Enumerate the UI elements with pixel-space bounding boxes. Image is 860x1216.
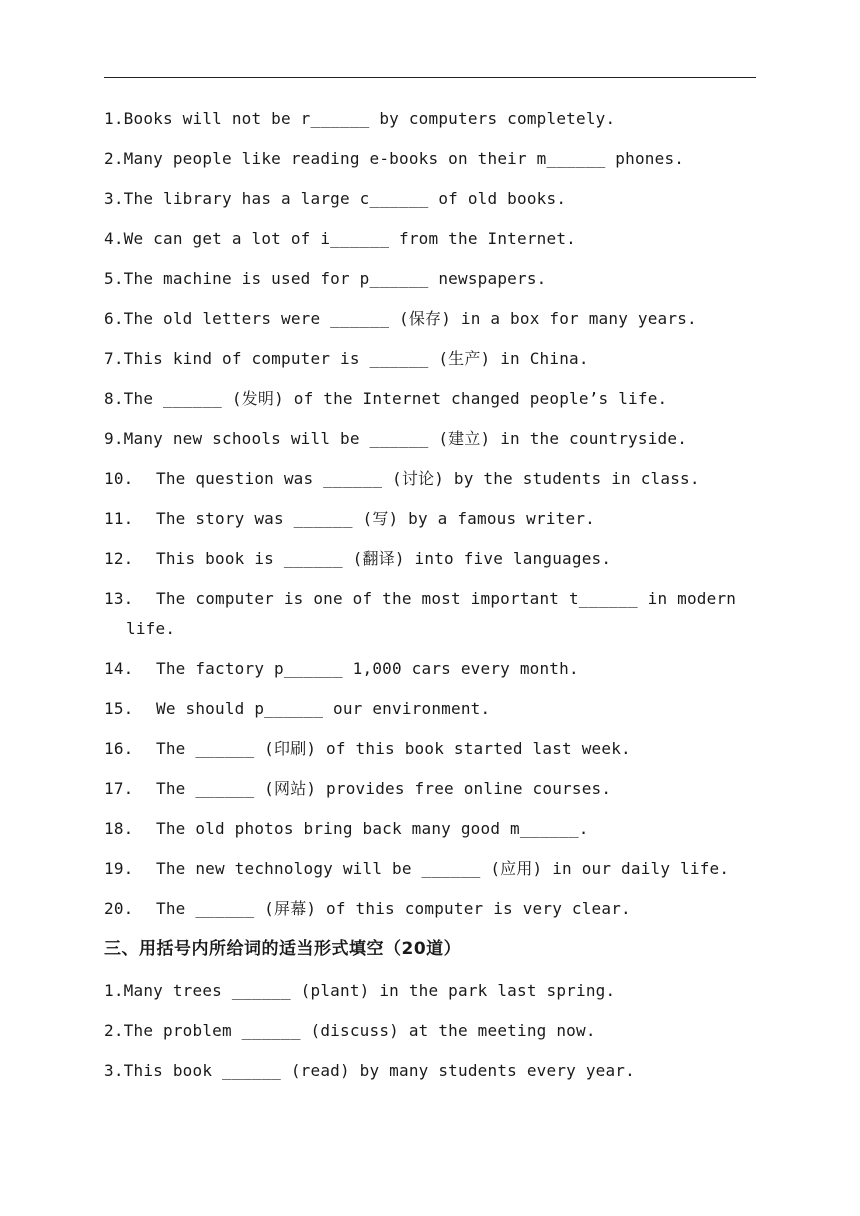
question-text: We should p______ our environment. — [156, 699, 491, 718]
question-number: 18. — [104, 819, 134, 838]
question-text: Many new schools will be ______ (建立) in the countryside. — [123, 429, 688, 448]
question-number: 9. — [104, 429, 124, 448]
question-number: 1. — [104, 109, 124, 128]
question-number: 2. — [104, 149, 124, 168]
question-text: The question was ______ (讨论) by the students in class. — [156, 469, 700, 488]
question-item — [104, 144, 760, 174]
question-item — [104, 464, 760, 494]
question-number: 13. — [104, 589, 134, 608]
question-text: The machine is used for p______ newspapers. — [123, 269, 547, 288]
question-text: The ______ (网站) provides free online courses. — [156, 779, 612, 798]
question-item — [104, 894, 760, 924]
document-content — [104, 104, 760, 1096]
question-item — [104, 734, 760, 764]
question-text: This book is ______ (翻译) into five languages. — [156, 549, 612, 568]
question-number: 8. — [104, 389, 124, 408]
question-item — [104, 104, 760, 134]
question-text: The story was ______ (写) by a famous writer. — [156, 509, 596, 528]
question-item — [104, 184, 760, 214]
question-item — [104, 424, 760, 454]
header-rule — [104, 77, 756, 78]
question-text: Many trees ______ (plant) in the park last spring. — [123, 981, 616, 1000]
question-number: 3. — [104, 189, 124, 208]
question-text: Many people like reading e-books on their m______ phones. — [123, 149, 685, 168]
question-number: 17. — [104, 779, 134, 798]
question-number: 7. — [104, 349, 124, 368]
question-number: 20. — [104, 899, 134, 918]
question-text: The new technology will be ______ (应用) in our daily life. — [156, 859, 730, 878]
question-text: This kind of computer is ______ (生产) in China. — [123, 349, 589, 368]
question-item — [104, 544, 760, 574]
question-number: 15. — [104, 699, 134, 718]
question-text: The old letters were ______ (保存) in a box for many years. — [123, 309, 697, 328]
question-number: 4. — [104, 229, 124, 248]
question-number: 12. — [104, 549, 134, 568]
question-item — [104, 384, 760, 414]
question-item — [104, 224, 760, 254]
question-text: We can get a lot of i______ from the Internet. — [123, 229, 576, 248]
question-item — [104, 304, 760, 334]
question-number: 3. — [104, 1061, 124, 1080]
question-item — [104, 854, 760, 884]
question-text: The computer is one of the most important t______ in modern — [156, 589, 737, 608]
question-number: 1. — [104, 981, 124, 1000]
question-number: 5. — [104, 269, 124, 288]
question-item — [104, 976, 760, 1006]
question-text: The problem ______ (discuss) at the meeting now. — [123, 1021, 596, 1040]
question-text-continuation: life. — [126, 619, 176, 638]
question-item — [104, 814, 760, 844]
question-item — [104, 654, 760, 684]
question-number: 11. — [104, 509, 134, 528]
question-text: The old photos bring back many good m______. — [156, 819, 589, 838]
question-text: The ______ (发明) of the Internet changed people’s life. — [123, 389, 668, 408]
question-text: The ______ (印刷) of this book started last week. — [156, 739, 631, 758]
question-item — [104, 694, 760, 724]
question-number: 16. — [104, 739, 134, 758]
question-item — [104, 344, 760, 374]
question-text: The library has a large c______ of old books. — [123, 189, 567, 208]
question-number: 10. — [104, 469, 134, 488]
section-heading: 三、用括号内所给词的适当形式填空（20道） — [104, 939, 462, 959]
question-text: The ______ (屏幕) of this computer is very clear. — [156, 899, 631, 918]
question-text: This book ______ (read) by many students every year. — [123, 1061, 635, 1080]
question-text: Books will not be r______ by computers completely. — [123, 109, 616, 128]
question-number: 14. — [104, 659, 134, 678]
question-item — [104, 504, 760, 534]
question-item — [104, 264, 760, 294]
question-item — [104, 584, 760, 644]
question-number: 19. — [104, 859, 134, 878]
question-number: 2. — [104, 1021, 124, 1040]
question-item — [104, 774, 760, 804]
question-item — [104, 1016, 760, 1046]
question-text: The factory p______ 1,000 cars every month. — [156, 659, 579, 678]
question-item — [104, 1056, 760, 1086]
question-number: 6. — [104, 309, 124, 328]
